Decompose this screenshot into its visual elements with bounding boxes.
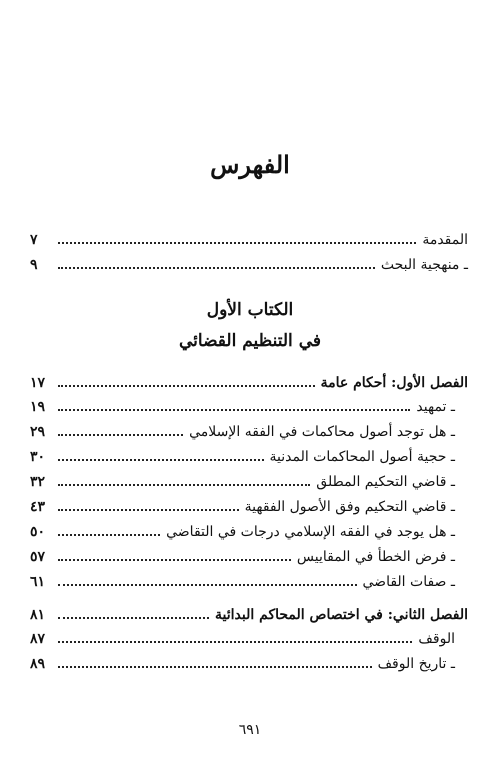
- chapter-heading: الفصل الأول: أحكام عامة: [320, 375, 468, 391]
- dot-leader: [58, 641, 412, 643]
- toc-entry-label: ـ صفات القاضي: [362, 574, 455, 590]
- toc-entry-label: ـ تمهيد: [416, 399, 455, 415]
- toc-entry-page: ٨١: [30, 607, 46, 623]
- page-number: ٦٩١: [238, 722, 262, 738]
- toc-entry: [30, 229, 468, 251]
- toc-entry-page: ٤٣: [30, 499, 46, 515]
- toc-entry-page: ٣٠: [30, 449, 46, 465]
- toc-entry-label: ـ حجية أصول المحاكمات المدنية: [269, 449, 455, 465]
- dot-leader: [58, 617, 209, 619]
- chapter-heading-row: [30, 604, 468, 626]
- toc-entry: [30, 653, 455, 675]
- toc-entry-page: ٣٢: [30, 474, 46, 490]
- toc-entry-label: الوقف: [418, 631, 455, 647]
- dot-leader: [58, 459, 264, 461]
- toc-entry-label: ـ منهجية البحث: [380, 257, 468, 273]
- dot-leader: [58, 484, 310, 486]
- toc-entry-label: ـ قاضي التحكيم وفق الأصول الفقهية: [244, 499, 455, 515]
- dot-leader: [58, 242, 416, 244]
- chapter-heading: الفصل الثاني: في اختصاص المحاكم البدائية: [215, 607, 468, 623]
- toc-entry: [30, 571, 455, 593]
- book-title: الكتاب الأول: [206, 300, 294, 320]
- toc-entry: [30, 471, 455, 493]
- dot-leader: [58, 534, 160, 536]
- dot-leader: [58, 385, 315, 387]
- toc-entry-page: ٧: [30, 232, 38, 248]
- toc-entry: [30, 446, 455, 468]
- toc-entry-label: ـ قاضي التحكيم المطلق: [316, 474, 455, 490]
- toc-entry: [30, 628, 455, 650]
- toc-entry: [30, 496, 455, 518]
- toc-entry-page: ٩: [30, 257, 38, 273]
- toc-entry: [30, 546, 455, 568]
- toc-entry-label: ـ فرض الخطأ في المقاييس: [296, 549, 455, 565]
- toc-entry-page: ٥٧: [30, 549, 46, 565]
- page-title: الفهرس: [210, 150, 290, 179]
- toc-entry-page: ٨٧: [30, 631, 46, 647]
- dot-leader: [58, 434, 183, 436]
- toc-entry-page: ٨٩: [30, 656, 46, 672]
- toc-entry: [30, 521, 455, 543]
- dot-leader: [58, 409, 410, 411]
- toc-entry-page: ٥٠: [30, 524, 46, 540]
- toc-entry-page: ١٩: [30, 399, 46, 415]
- toc-entry-page: ٦١: [30, 574, 46, 590]
- book-subtitle: في التنظيم القضائي: [178, 331, 321, 351]
- toc-entry-label: ـ هل توجد أصول محاكمات في الفقه الإسلامي: [189, 424, 455, 440]
- toc-entry-label: ـ هل يوجد في الفقه الإسلامي درجات في التقاضي: [166, 524, 455, 540]
- toc-entry: [30, 254, 468, 276]
- toc-entry-page: ٢٩: [30, 424, 46, 440]
- chapter-heading-row: [30, 372, 468, 394]
- dot-leader: [58, 584, 357, 586]
- toc-entry: [30, 421, 455, 443]
- dot-leader: [58, 267, 375, 269]
- dot-leader: [58, 509, 239, 511]
- toc-entry-label: ـ تاريخ الوقف: [377, 656, 455, 672]
- toc-entry: [30, 396, 455, 418]
- toc-entry-label: المقدمة: [422, 232, 468, 248]
- toc-entry-page: ١٧: [30, 375, 46, 391]
- dot-leader: [58, 666, 372, 668]
- dot-leader: [58, 559, 291, 561]
